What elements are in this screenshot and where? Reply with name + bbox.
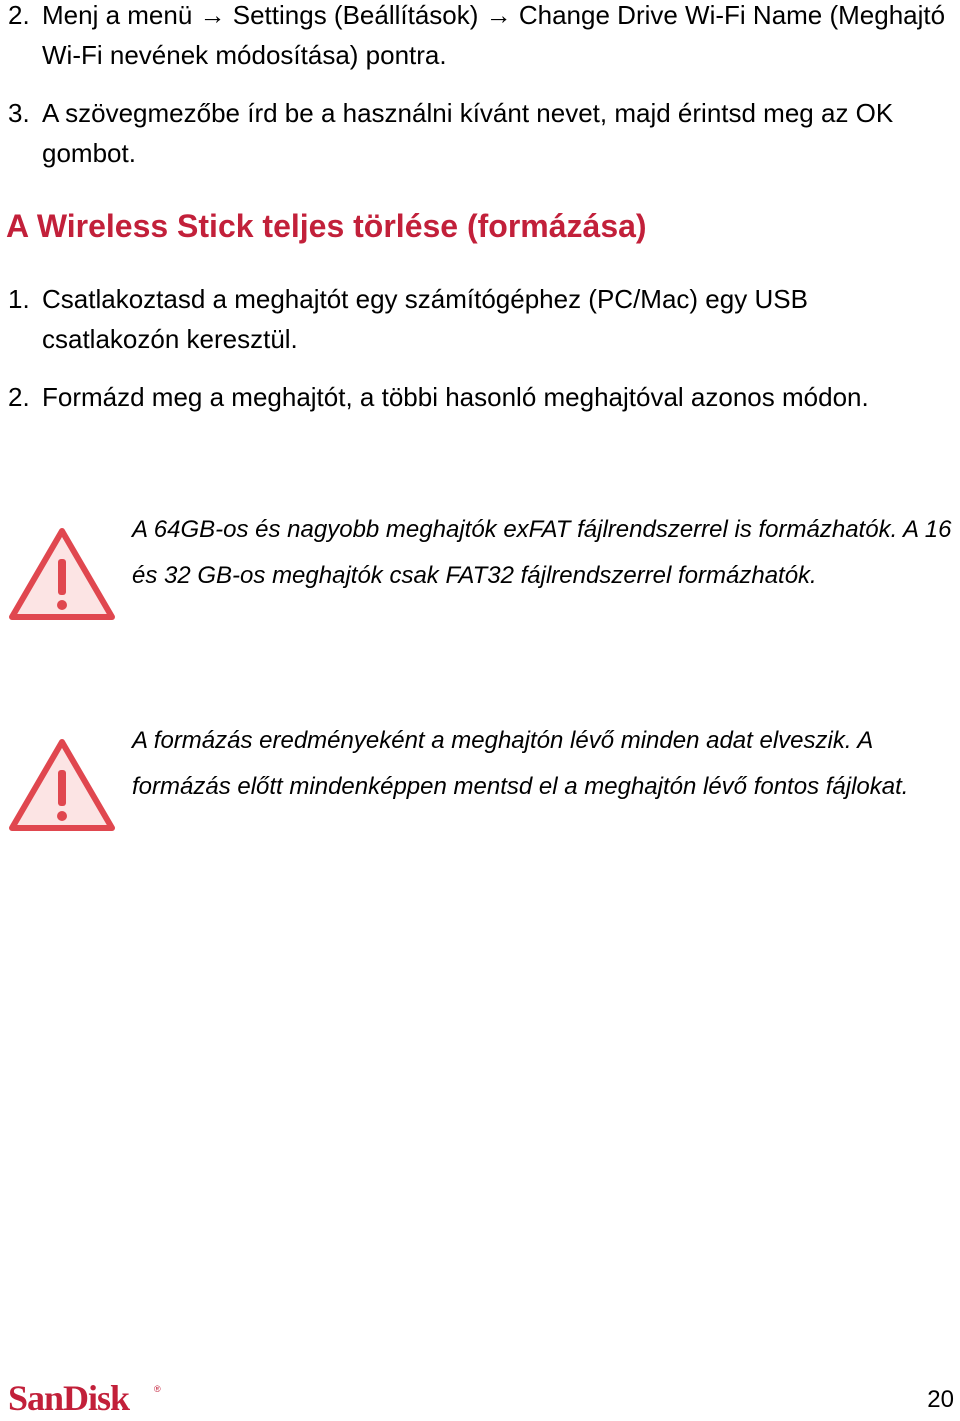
- warning-text: A 64GB-os és nagyobb meghajtók exFAT fájlrendszerrel is formázhatók. A 16 és 32 GB-os meghajtók csak FAT32 fájlrendszerrel formázhatók.: [132, 516, 952, 589]
- warning-text: A formázás eredményeként a meghajtón lévő minden adat elveszik. A formázás előtt mindenképpen mentsd el a meghajtón lévő fontos fájlokat.: [132, 727, 909, 800]
- section-title: A Wireless Stick teljes törlése (formázása): [6, 208, 647, 244]
- list-item: [8, 93, 948, 173]
- warning-triangle-icon: [6, 736, 118, 836]
- list-item-number: 2.: [8, 382, 30, 412]
- list-item-text: Formázd meg a meghajtót, a többi hasonló meghajtóval azonos módon.: [42, 382, 869, 412]
- list-item: [8, 0, 948, 75]
- list-item-number: 1.: [8, 284, 30, 314]
- svg-text:SanDisk: SanDisk: [8, 1378, 130, 1416]
- list-item-number: 2.: [8, 0, 30, 30]
- list-item: [8, 377, 948, 417]
- list-item-number: 3.: [8, 98, 30, 128]
- list-item-text: A szövegmezőbe írd be a használni kívánt nevet, majd érintsd meg az OK gombot.: [42, 98, 894, 168]
- list-item: [8, 279, 948, 359]
- list-item-text: Csatlakoztasd a meghajtót egy számítógéphez (PC/Mac) egy USB csatlakozón keresztül.: [42, 284, 808, 354]
- page-number: 20: [927, 1386, 954, 1413]
- svg-text:®: ®: [154, 1384, 161, 1394]
- warning-triangle-icon: [6, 525, 118, 625]
- sandisk-logo: [8, 1378, 168, 1416]
- list-item-text: Menj a menü → Settings (Beállítások) → Change Drive Wi-Fi Name (Meghajtó Wi-Fi nevének módosítása) pontra.: [42, 0, 946, 70]
